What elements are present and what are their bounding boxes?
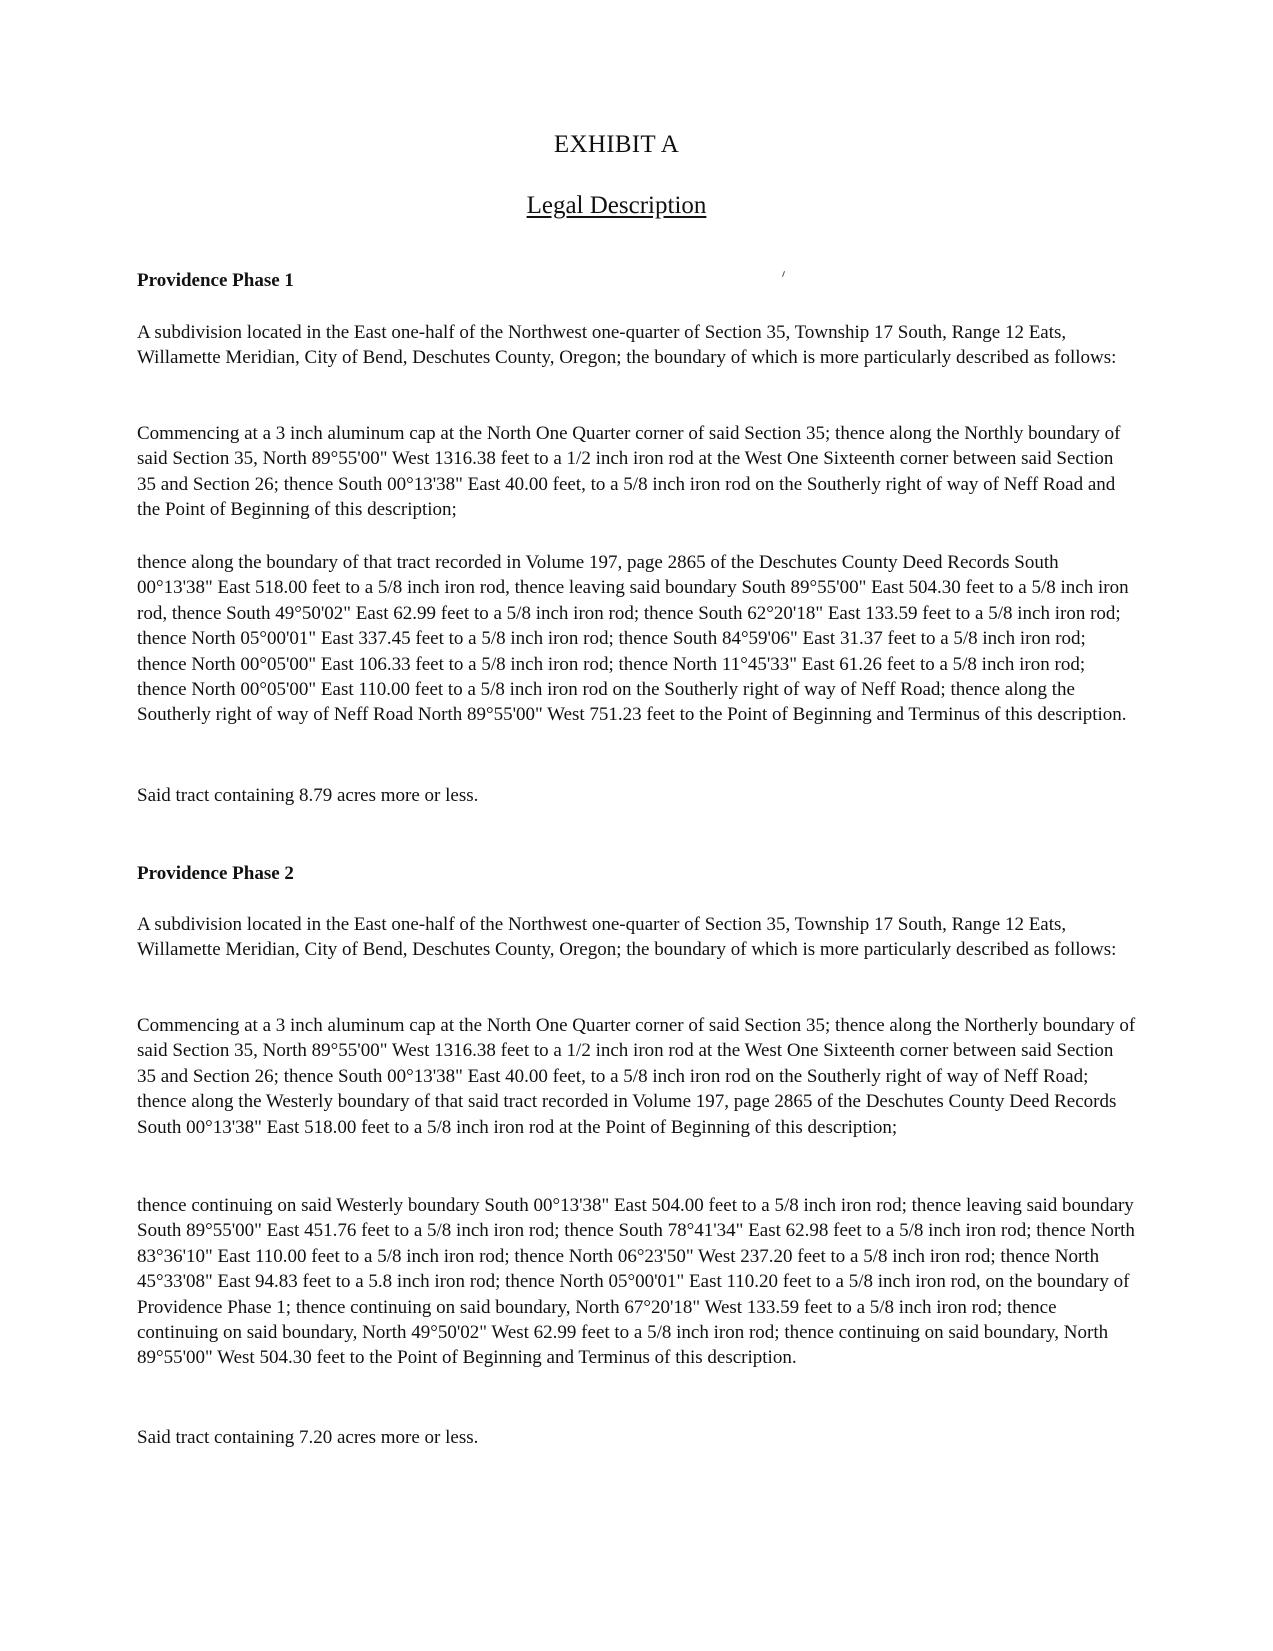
phase-1-boundary-paragraph: thence along the boundary of that tract recorded in Volume 197, page 2865 of the Deschutes County Deed Records South 00°13'38" East 518.00 feet to a 5/8 inch iron rod, thence leaving said boundary South 89°55'00" East 504.30 feet to a 5/8 inch iron rod, thence South 49°50'02" East 62.99 feet to a 5/8 inch iron rod; thence South 62°20'18" East 133.59 feet to a 5/8 inch iron rod; thence North 05°00'01" East 337.45 feet to a 5/8 inch iron rod; thence South 84°59'06" East 31.37 feet to a 5/8 inch iron rod; thence North 00°05'00" East 106.33 feet to a 5/8 inch iron rod; thence North 11°45'33" East 61.26 feet to a 5/8 inch iron rod; thence North 00°05'00" East 110.00 feet to a 5/8 inch iron rod on the Southerly right of way of Neff Road; thence along the Southerly right of way of Neff Road North 89°55'00" West 751.23 feet to the Point of Beginning and Terminus of this description. [137, 552, 1129, 726]
phase-2-intro-paragraph: A subdivision located in the East one-half of the Northwest one-quarter of Section 35, Township 17 South, Range 12 Eats, Willamette Meridian, City of Bend, Deschutes County, Oregon; the boundary of which is more particularly described as follows: [137, 914, 1117, 961]
phase-2-acreage-paragraph: Said tract containing 7.20 acres more or less. [137, 1427, 479, 1448]
section-heading-phase-2: Providence Phase 2 [137, 863, 294, 884]
document-subtitle: Legal Description [526, 192, 707, 219]
stray-pen-mark [782, 271, 785, 277]
exhibit-title: EXHIBIT A [553, 131, 680, 158]
phase-1-acreage-paragraph: Said tract containing 8.79 acres more or less. [137, 785, 479, 806]
phase-1-commencing-paragraph: Commencing at a 3 inch aluminum cap at the North One Quarter corner of said Section 35; thence along the Northly boundary of said Section 35, North 89°55'00" West 1316.38 feet to a 1/2 inch iron rod at the West One Sixteenth corner between said Section 35 and Section 26; thence South 00°13'38" East 40.00 feet, to a 5/8 inch iron rod on the Southerly right of way of Neff Road and the Point of Beginning of this description; [137, 423, 1121, 521]
phase-2-boundary-paragraph: thence continuing on said Westerly boundary South 00°13'38" East 504.00 feet to a 5/8 inch iron rod; thence leaving said boundary South 89°55'00" East 451.76 feet to a 5/8 inch iron rod; thence South 78°41'34" East 62.98 feet to a 5/8 inch iron rod; thence North 83°36'10" East 110.00 feet to a 5/8 inch iron rod; thence North 06°23'50" West 237.20 feet to a 5/8 inch iron rod; thence North 45°33'08" East 94.83 feet to a 5.8 inch iron rod; thence North 05°00'01" East 110.20 feet to a 5/8 inch iron rod, on the boundary of Providence Phase 1; thence continuing on said boundary, North 67°20'18" West 133.59 feet to a 5/8 inch iron rod; thence continuing on said boundary, North 49°50'02" West 62.99 feet to a 5/8 inch iron rod; thence continuing on said boundary, North 89°55'00" West 504.30 feet to the Point of Beginning and Terminus of this description. [137, 1195, 1135, 1369]
section-heading-phase-1: Providence Phase 1 [137, 270, 294, 291]
phase-1-intro-paragraph: A subdivision located in the East one-half of the Northwest one-quarter of Section 35, Township 17 South, Range 12 Eats, Willamette Meridian, City of Bend, Deschutes County, Oregon; the boundary of which is more particularly described as follows: [137, 322, 1117, 369]
phase-2-commencing-paragraph: Commencing at a 3 inch aluminum cap at the North One Quarter corner of said Section 35; thence along the Northerly boundary of said Section 35, North 89°55'00" West 1316.38 feet to a 1/2 inch iron rod at the West One Sixteenth corner between said Section 35 and Section 26; thence South 00°13'38" East 40.00 feet, to a 5/8 inch iron rod on the Southerly right of way of Neff Road; thence along the Westerly boundary of that said tract recorded in Volume 197, page 2865 of the Deschutes County Deed Records South 00°13'38" East 518.00 feet to a 5/8 inch iron rod at the Point of Beginning of this description; [137, 1015, 1136, 1138]
